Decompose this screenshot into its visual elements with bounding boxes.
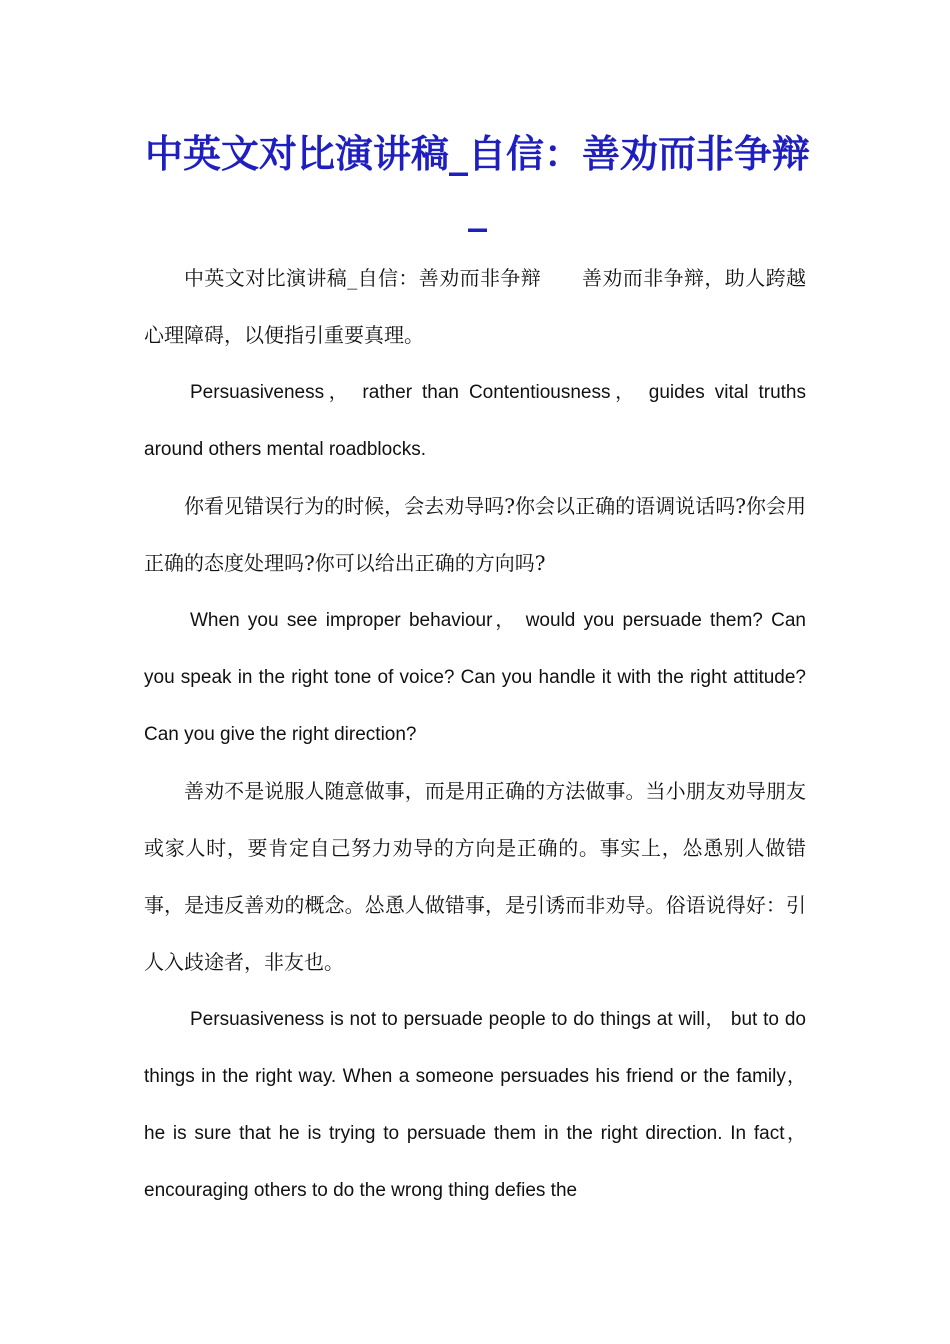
paragraph-english-questions: When you see improper behaviour， would you persuade them? Can you speak in the right tone of voice? Can you handle it with the right attitude? Can you give the right direction? [144, 610, 806, 745]
paragraph-chinese-intro: 中英文对比演讲稿_自信：善劝而非争辩 善劝而非争辩，助人跨越心理障碍，以便指引重要真理。 [144, 266, 806, 347]
paragraph-chinese-questions: 你看见错误行为的时候，会去劝导吗?你会以正确的语调说话吗?你会用正确的态度处理吗?你可以给出正确的方向吗? [144, 494, 806, 575]
paragraph-english-persuasion: Persuasiveness is not to persuade people to do things at will， but to do things in the right way. When a someone persuades his friend or the family， he is sure that he is trying to persuade them in the right direction. In fact， encouraging others to do the wrong thing defies the [144, 1009, 806, 1201]
document-title: 中英文对比演讲稿_自信：善劝而非争辩_ [144, 131, 810, 232]
document-body [144, 250, 806, 1219]
paragraph-chinese-persuasion: 善劝不是说服人随意做事，而是用正确的方法做事。当小朋友劝导朋友或家人时，要肯定自己努力劝导的方向是正确的。事实上，怂恿别人做错事，是违反善劝的概念。怂恿人做错事，是引诱而非劝导。俗语说得好：引人入歧途者，非友也。 [144, 779, 806, 974]
paragraph-english-intro: Persuasiveness， rather than Contentiousness， guides vital truths around others mental roadblocks. [144, 382, 806, 460]
